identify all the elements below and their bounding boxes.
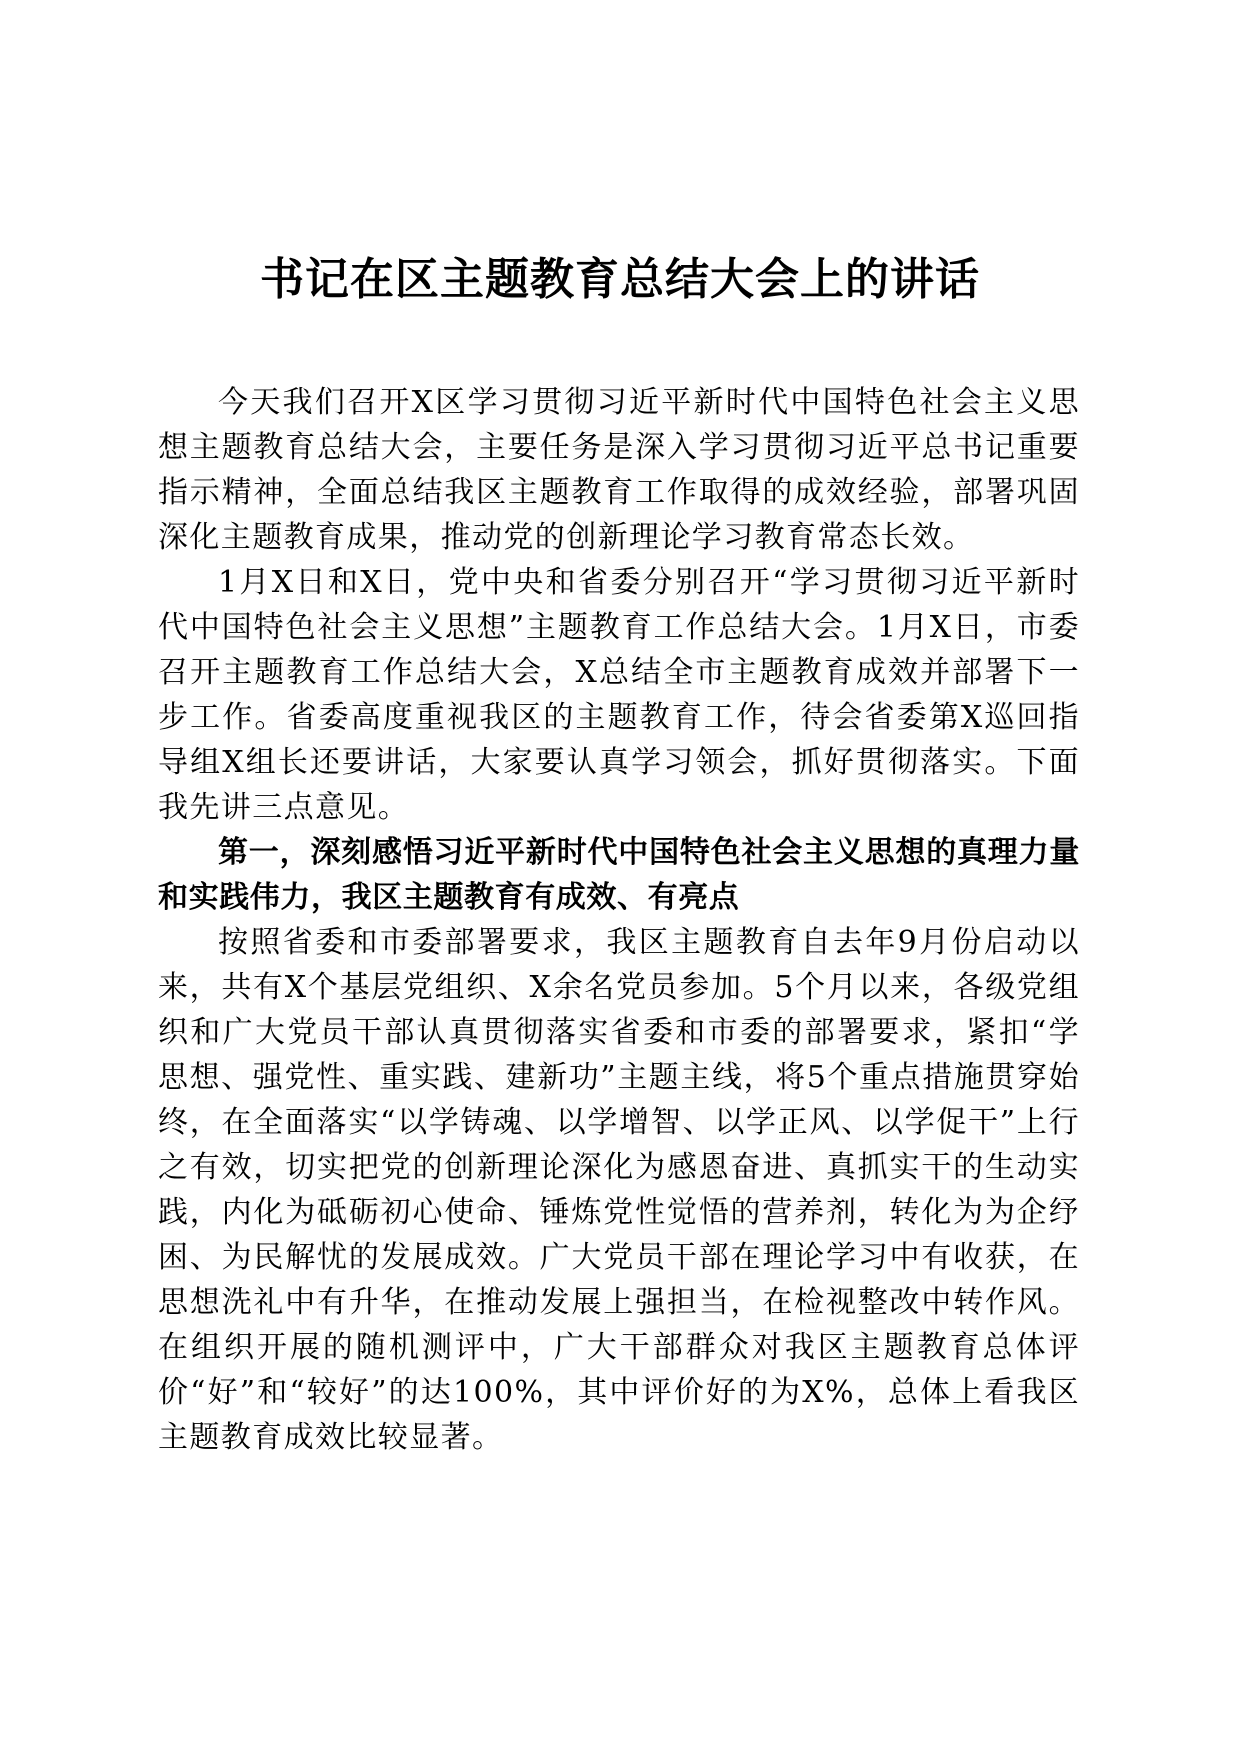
section-heading-first: 第一，深刻感悟习近平新时代中国特色社会主义思想的真理力量和实践伟力，我区主题教育有成效、有亮点 [158, 835, 1080, 915]
paragraph-achievements: 按照省委和市委部署要求，我区主题教育自去年9月份启动以来，共有X个基层党组织、X余名党员参加。5个月以来，各级党组织和广大党员干部认真贯彻落实省委和市委的部署要求，紧扣“学思想、强党性、重实践、建新功”主题主线，将5个重点措施贯穿始终，在全面落实“以学铸魂、以学增智、以学正风、以学促干”上行之有效，切实把党的创新理论深化为感恩奋进、真抓实干的生动实践，内化为砥砺初心使命、锤炼党性觉悟的营养剂，转化为为企纾困、为民解忧的发展成效。广大党员干部在理论学习中有收获，在思想洗礼中有升华，在推动发展上强担当，在检视整改中转作风。在组织开展的随机测评中，广大干部群众对我区主题教育总体评价“好”和“较好”的达100%，其中评价好的为X%，总体上看我区主题教育成效比较显著。 [158, 925, 1080, 1455]
paragraph-intro: 今天我们召开X区学习贯彻习近平新时代中国特色社会主义思想主题教育总结大会，主要任务是深入学习贯彻习近平总书记重要指示精神，全面总结我区主题教育工作取得的成效经验，部署巩固深化主题教育成果，推动党的创新理论学习教育常态长效。 [158, 385, 1080, 555]
document-body [158, 380, 1080, 1460]
paragraph-meetings: 1月X日和X日，党中央和省委分别召开“学习贯彻习近平新时代中国特色社会主义思想”主题教育工作总结大会。1月X日，市委召开主题教育工作总结大会，X总结全市主题教育成效并部署下一步工作。省委高度重视我区的主题教育工作，待会省委第X巡回指导组X组长还要讲话，大家要认真学习领会，抓好贯彻落实。下面我先讲三点意见。 [158, 565, 1080, 825]
page-title: 书记在区主题教育总结大会上的讲话 [260, 254, 980, 305]
